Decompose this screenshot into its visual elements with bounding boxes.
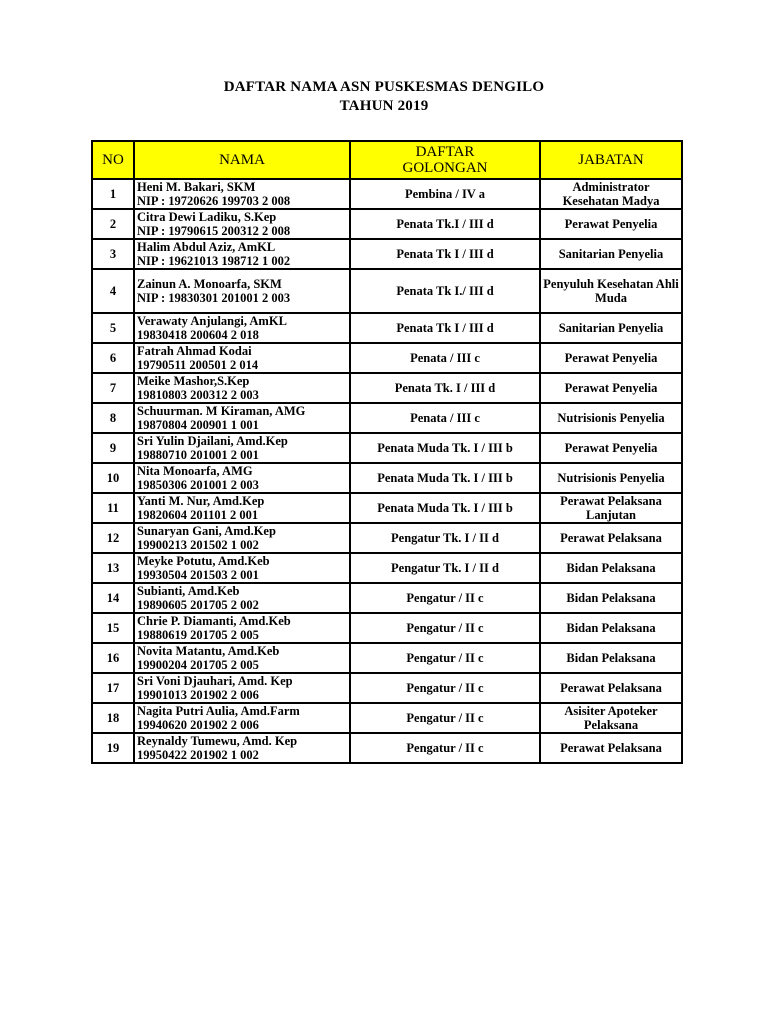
employee-cell	[134, 269, 350, 313]
table-row	[92, 269, 682, 313]
jabatan-cell: Asisiter Apoteker Pelaksana	[540, 703, 682, 733]
table-row	[92, 209, 682, 239]
employee-nip: 19950422 201902 1 002	[137, 748, 259, 762]
employee-name: Novita Matantu, Amd.Keb	[137, 644, 280, 658]
golongan-cell: Penata Muda Tk. I / III b	[350, 493, 540, 523]
row-number: 10	[92, 463, 134, 493]
row-number: 13	[92, 553, 134, 583]
employee-cell	[134, 463, 350, 493]
employee-cell	[134, 373, 350, 403]
header-golongan-line1: DAFTAR	[415, 144, 475, 160]
table-row	[92, 523, 682, 553]
employee-nip: NIP : 19830301 201001 2 003	[137, 291, 291, 305]
golongan-cell: Pengatur / II c	[350, 613, 540, 643]
employee-name: Reynaldy Tumewu, Amd. Kep	[137, 734, 298, 748]
employee-name: Nagita Putri Aulia, Amd.Farm	[137, 704, 300, 718]
jabatan-cell: Bidan Pelaksana	[540, 583, 682, 613]
employee-name: Zainun A. Monoarfa, SKM	[137, 277, 282, 291]
row-number: 18	[92, 703, 134, 733]
jabatan-cell: Bidan Pelaksana	[540, 553, 682, 583]
employee-cell	[134, 209, 350, 239]
employee-cell	[134, 703, 350, 733]
golongan-cell: Penata Muda Tk. I / III b	[350, 463, 540, 493]
jabatan-cell: Perawat Pelaksana Lanjutan	[540, 493, 682, 523]
row-number: 12	[92, 523, 134, 553]
employee-nip: NIP : 19790615 200312 2 008	[137, 224, 291, 238]
employee-nip: 19890605 201705 2 002	[137, 598, 259, 612]
jabatan-cell: Perawat Penyelia	[540, 433, 682, 463]
row-number: 11	[92, 493, 134, 523]
employee-cell	[134, 313, 350, 343]
employee-nip: 19830418 200604 2 018	[137, 328, 259, 342]
jabatan-cell: Administrator Kesehatan Madya	[540, 179, 682, 209]
employee-name: Citra Dewi Ladiku, S.Kep	[137, 210, 277, 224]
employee-nip: 19880710 201001 2 001	[137, 448, 259, 462]
table-row	[92, 239, 682, 269]
employee-cell	[134, 613, 350, 643]
employee-name: Meike Mashor,S.Kep	[137, 374, 250, 388]
jabatan-cell: Penyuluh Kesehatan Ahli Muda	[540, 269, 682, 313]
golongan-cell: Penata Tk I / III d	[350, 313, 540, 343]
employee-nip: 19880619 201705 2 005	[137, 628, 259, 642]
table-row	[92, 673, 682, 703]
golongan-cell: Pembina / IV a	[350, 179, 540, 209]
row-number: 9	[92, 433, 134, 463]
row-number: 7	[92, 373, 134, 403]
golongan-cell: Penata Tk.I / III d	[350, 209, 540, 239]
table-body	[92, 179, 682, 763]
row-number: 3	[92, 239, 134, 269]
row-number: 4	[92, 269, 134, 313]
employee-name: Subianti, Amd.Keb	[137, 584, 240, 598]
golongan-cell: Pengatur / II c	[350, 643, 540, 673]
row-number: 6	[92, 343, 134, 373]
employee-cell	[134, 493, 350, 523]
header-nama: NAMA	[134, 141, 350, 179]
employee-name: Schuurman. M Kiraman, AMG	[137, 404, 306, 418]
header-golongan	[350, 141, 540, 179]
table-row	[92, 643, 682, 673]
golongan-cell: Penata Muda Tk. I / III b	[350, 433, 540, 463]
employee-cell	[134, 179, 350, 209]
employee-nip: 19940620 201902 2 006	[137, 718, 259, 732]
employee-name: Sri Voni Djauhari, Amd. Kep	[137, 674, 293, 688]
table-row	[92, 613, 682, 643]
golongan-cell: Penata Tk I / III d	[350, 239, 540, 269]
header-jabatan: JABATAN	[540, 141, 682, 179]
row-number: 16	[92, 643, 134, 673]
employee-nip: 19900213 201502 1 002	[137, 538, 259, 552]
table-row	[92, 403, 682, 433]
employee-cell	[134, 343, 350, 373]
row-number: 19	[92, 733, 134, 763]
employee-cell	[134, 553, 350, 583]
employee-nip: 19790511 200501 2 014	[137, 358, 259, 372]
row-number: 15	[92, 613, 134, 643]
jabatan-cell: Perawat Pelaksana	[540, 673, 682, 703]
golongan-cell: Pengatur Tk. I / II d	[350, 553, 540, 583]
employee-cell	[134, 733, 350, 763]
employee-nip: NIP : 19621013 198712 1 002	[137, 254, 291, 268]
golongan-cell: Pengatur / II c	[350, 583, 540, 613]
golongan-cell: Penata / III c	[350, 343, 540, 373]
document-title: DAFTAR NAMA ASN PUSKESMAS DENGILO	[223, 79, 545, 95]
golongan-cell: Penata Tk I./ III d	[350, 269, 540, 313]
employee-cell	[134, 523, 350, 553]
table-row	[92, 493, 682, 523]
table-row	[92, 583, 682, 613]
employee-name: Sunaryan Gani, Amd.Kep	[137, 524, 276, 538]
table-row	[92, 703, 682, 733]
jabatan-cell: Perawat Penyelia	[540, 209, 682, 239]
document-year: TAHUN 2019	[339, 98, 429, 114]
jabatan-cell: Bidan Pelaksana	[540, 613, 682, 643]
employee-name: Verawaty Anjulangi, AmKL	[137, 314, 287, 328]
jabatan-cell: Sanitarian Penyelia	[540, 239, 682, 269]
header-no: NO	[92, 141, 134, 179]
table-row	[92, 179, 682, 209]
row-number: 8	[92, 403, 134, 433]
golongan-cell: Penata Tk. I / III d	[350, 373, 540, 403]
employee-name: Sri Yulin Djailani, Amd.Kep	[137, 434, 288, 448]
employee-name: Halim Abdul Aziz, AmKL	[137, 240, 276, 254]
employee-cell	[134, 403, 350, 433]
row-number: 1	[92, 179, 134, 209]
table-row	[92, 553, 682, 583]
employee-nip: 19810803 200312 2 003	[137, 388, 259, 402]
golongan-cell: Pengatur Tk. I / II d	[350, 523, 540, 553]
jabatan-cell: Perawat Pelaksana	[540, 523, 682, 553]
employee-cell	[134, 583, 350, 613]
golongan-cell: Pengatur / II c	[350, 703, 540, 733]
employee-nip: 19850306 201001 2 003	[137, 478, 259, 492]
table-row	[92, 343, 682, 373]
employee-nip: 19901013 201902 2 006	[137, 688, 259, 702]
row-number: 2	[92, 209, 134, 239]
employee-name: Chrie P. Diamanti, Amd.Keb	[137, 614, 291, 628]
jabatan-cell: Nutrisionis Penyelia	[540, 403, 682, 433]
asn-table	[91, 140, 683, 764]
employee-nip: 19870804 200901 1 001	[137, 418, 259, 432]
employee-name: Heni M. Bakari, SKM	[137, 180, 256, 194]
employee-name: Nita Monoarfa, AMG	[137, 464, 253, 478]
employee-name: Fatrah Ahmad Kodai	[137, 344, 252, 358]
jabatan-cell: Nutrisionis Penyelia	[540, 463, 682, 493]
table-row	[92, 433, 682, 463]
employee-cell	[134, 239, 350, 269]
row-number: 17	[92, 673, 134, 703]
employee-name: Yanti M. Nur, Amd.Kep	[137, 494, 265, 508]
jabatan-cell: Sanitarian Penyelia	[540, 313, 682, 343]
table-row	[92, 463, 682, 493]
jabatan-cell: Perawat Penyelia	[540, 343, 682, 373]
jabatan-cell: Bidan Pelaksana	[540, 643, 682, 673]
row-number: 5	[92, 313, 134, 343]
golongan-cell: Pengatur / II c	[350, 733, 540, 763]
golongan-cell: Penata / III c	[350, 403, 540, 433]
employee-nip: 19820604 201101 2 001	[137, 508, 259, 522]
employee-cell	[134, 673, 350, 703]
employee-nip: 19930504 201503 2 001	[137, 568, 259, 582]
table-header-row	[92, 141, 682, 179]
table-row	[92, 733, 682, 763]
row-number: 14	[92, 583, 134, 613]
golongan-cell: Pengatur / II c	[350, 673, 540, 703]
employee-nip: NIP : 19720626 199703 2 008	[137, 194, 291, 208]
jabatan-cell: Perawat Pelaksana	[540, 733, 682, 763]
employee-name: Meyke Potutu, Amd.Keb	[137, 554, 270, 568]
table-row	[92, 313, 682, 343]
jabatan-cell: Perawat Penyelia	[540, 373, 682, 403]
employee-cell	[134, 433, 350, 463]
employee-nip: 19900204 201705 2 005	[137, 658, 259, 672]
employee-cell	[134, 643, 350, 673]
header-golongan-line2: GOLONGAN	[402, 160, 488, 176]
table-row	[92, 373, 682, 403]
